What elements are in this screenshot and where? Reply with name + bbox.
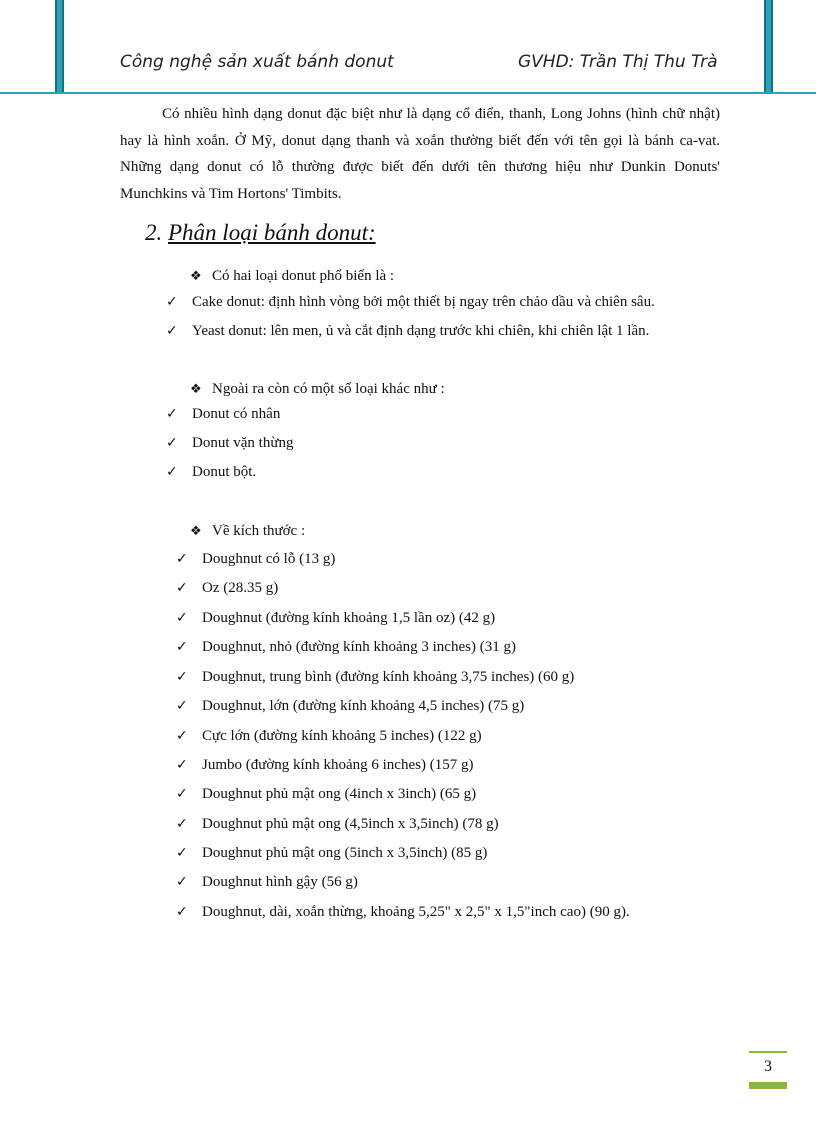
list-item-text: Donut vặn thừng (192, 435, 294, 451)
list-item-text: Cực lớn (đường kính khoảng 5 inches) (122 g) (202, 728, 482, 744)
list-item (176, 639, 516, 656)
list-item-text: Doughnut (đường kính khoảng 1,5 lần oz) (42 g) (202, 610, 496, 626)
diamond-bullet-icon: ❖ (190, 382, 202, 397)
list-item (176, 669, 574, 686)
list-item (176, 845, 487, 862)
group3-heading-text: Về kích thước : (212, 523, 306, 539)
list-item (176, 904, 630, 921)
check-icon: ✓ (166, 294, 178, 310)
section-title: Phân loại bánh donut: (168, 220, 376, 245)
header-course-title: Công nghệ sản xuất bánh donut (120, 52, 394, 72)
list-item-text: Doughnut, dài, xoắn thừng, khoảng 5,25" x 2,5" x 1,5"inch cao) (90 g). (202, 904, 630, 920)
check-icon: ✓ (176, 728, 188, 744)
list-item (176, 786, 476, 803)
group3-heading (190, 523, 305, 540)
group1-heading-text: Có hai loại donut phổ biến là : (212, 268, 395, 284)
header-decor-bar-right (764, 0, 773, 94)
check-icon: ✓ (166, 323, 178, 339)
group2-heading-text: Ngoài ra còn có một số loại khác như : (212, 381, 445, 397)
check-icon: ✓ (176, 580, 188, 596)
check-icon: ✓ (176, 698, 188, 714)
group2-heading (190, 381, 445, 398)
check-icon: ✓ (176, 610, 188, 626)
list-item-text: Doughnut, nhỏ (đường kính khoảng 3 inches) (31 g) (202, 639, 516, 655)
check-icon: ✓ (166, 406, 178, 422)
check-icon: ✓ (176, 639, 188, 655)
check-icon: ✓ (176, 874, 188, 890)
check-icon: ✓ (176, 845, 188, 861)
list-item-text: Yeast donut: lên men, ủ và cắt định dạng trước khi chiên, khi chiên lật 1 lần. (192, 323, 650, 339)
list-item-text: Doughnut có lỗ (13 g) (202, 551, 336, 567)
list-item (176, 698, 524, 715)
page-number: 3 (764, 1058, 772, 1075)
section-number: 2. (145, 220, 163, 245)
list-item (176, 610, 495, 627)
list-item-text: Doughnut hình gậy (56 g) (202, 874, 358, 890)
list-item (176, 874, 358, 891)
check-icon: ✓ (176, 669, 188, 685)
group1-heading (190, 268, 394, 285)
list-item (166, 464, 256, 481)
list-item-text: Oz (28.35 g) (202, 580, 279, 596)
list-item (176, 757, 473, 774)
check-icon: ✓ (166, 435, 178, 451)
header-instructor: GVHD: Trần Thị Thu Trà (518, 52, 718, 72)
list-item-text: Jumbo (đường kính khoảng 6 inches) (157 g) (202, 757, 474, 773)
list-item-text: Doughnut phủ mật ong (5inch x 3,5inch) (85 g) (202, 845, 488, 861)
list-item (176, 551, 335, 568)
list-item-text: Cake donut: định hình vòng bởi một thiết bị ngay trên chảo dầu và chiên sâu. (192, 294, 655, 310)
list-item (166, 323, 649, 340)
list-item-text: Donut bột. (192, 464, 257, 480)
list-item (176, 728, 482, 745)
header-decor-bar-left (55, 0, 64, 94)
diamond-bullet-icon: ❖ (190, 524, 202, 539)
check-icon: ✓ (166, 464, 178, 480)
check-icon: ✓ (176, 757, 188, 773)
list-item (176, 580, 278, 597)
list-item (166, 294, 655, 311)
section-heading (145, 220, 376, 246)
list-item (166, 406, 280, 423)
intro-paragraph: Có nhiều hình dạng donut đặc biệt như là dạng cổ điển, thanh, Long Johns (hình chữ nhật) hay là hình xoắn. Ở Mỹ, donut dạng thanh và xoắn thường biết đến với tên gọi là bánh ca-vat. Những dạng donut có lỗ thường được biết đến dưới tên thương hiệu như Dunkin Donuts' Munchkins và Tim Hortons' Timbits. (120, 106, 720, 202)
check-icon: ✓ (176, 904, 188, 920)
list-item-text: Doughnut phủ mật ong (4inch x 3inch) (65 g) (202, 786, 477, 802)
check-icon: ✓ (176, 551, 188, 567)
list-item-text: Doughnut phủ mật ong (4,5inch x 3,5inch) (78 g) (202, 816, 499, 832)
list-item (176, 816, 499, 833)
list-item-text: Doughnut, trung bình (đường kính khoảng 3,75 inches) (60 g) (202, 669, 575, 685)
page-number-box (749, 1051, 787, 1091)
check-icon: ✓ (176, 786, 188, 802)
list-item-text: Doughnut, lớn (đường kính khoảng 4,5 inches) (75 g) (202, 698, 525, 714)
page-number-rule-top (749, 1051, 787, 1053)
header-rule (0, 92, 816, 94)
list-item (166, 435, 293, 452)
page-number-rule-bottom (749, 1082, 787, 1089)
list-item-text: Donut có nhân (192, 406, 281, 422)
check-icon: ✓ (176, 816, 188, 832)
diamond-bullet-icon: ❖ (190, 269, 202, 284)
